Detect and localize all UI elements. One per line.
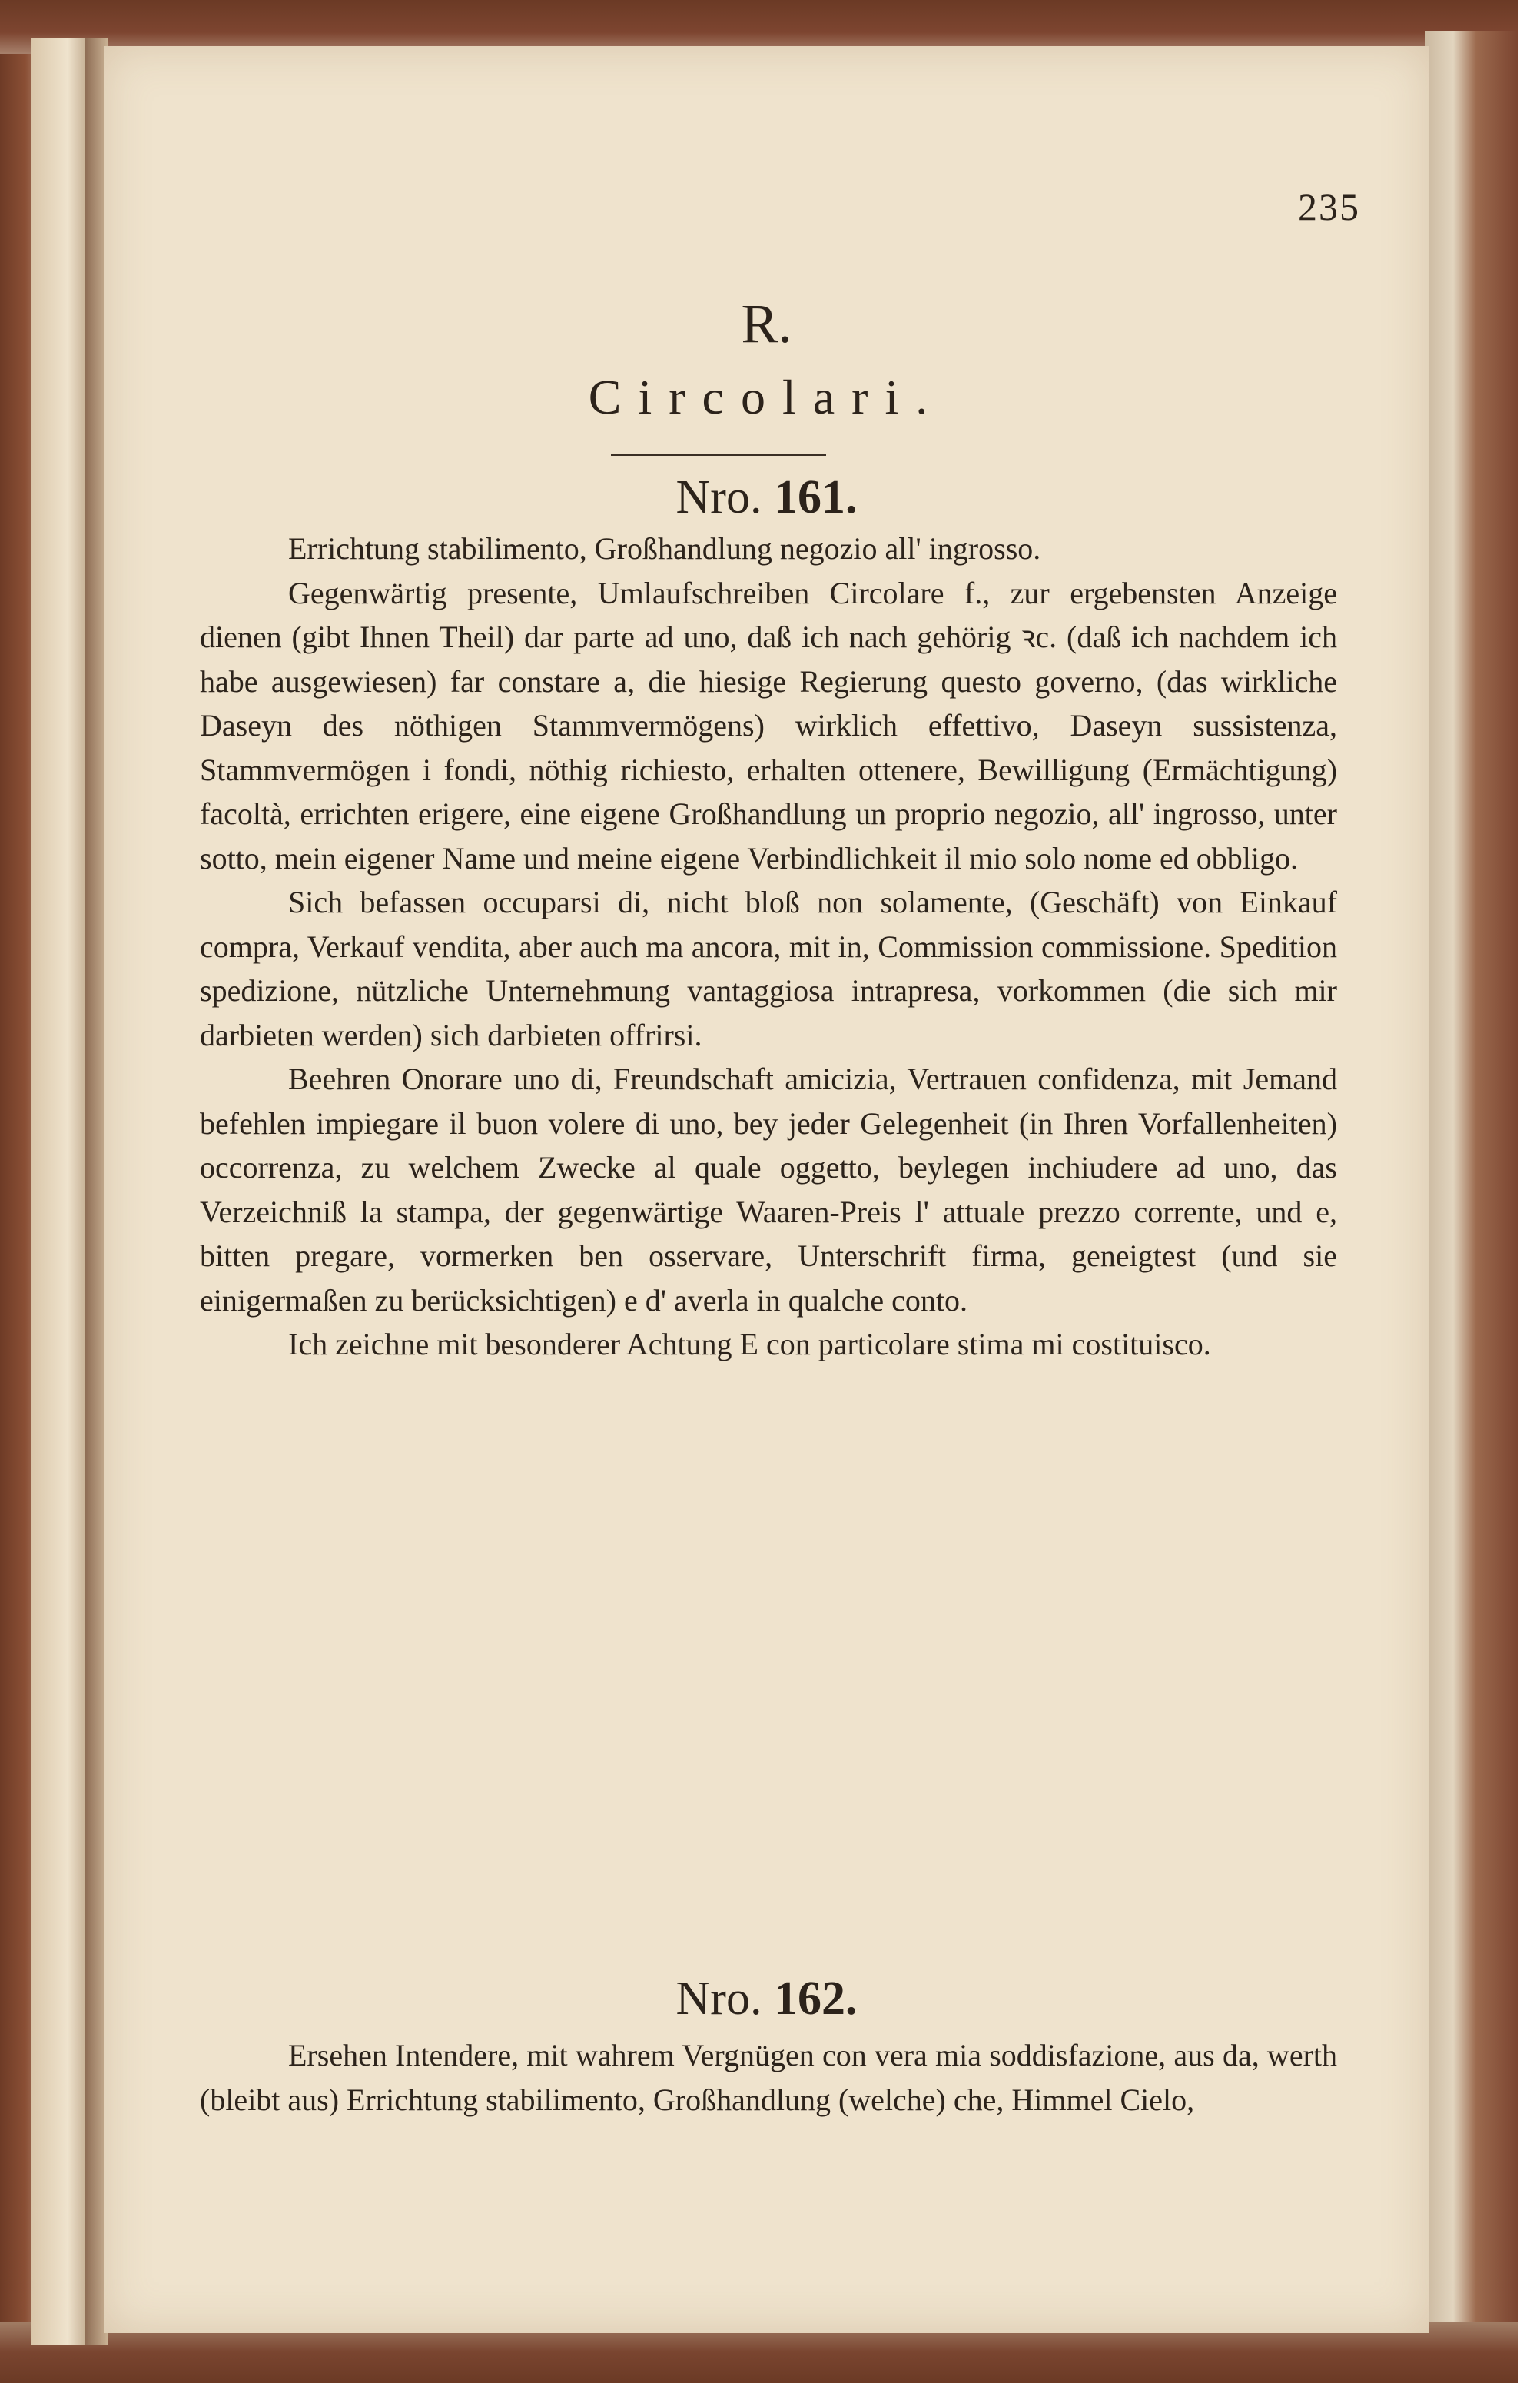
entry-heading-162 [104, 1972, 1429, 2026]
book-cover-right-edge [1425, 31, 1518, 2383]
entry-heading-161 [104, 470, 1429, 525]
entry-162-text [200, 2033, 1337, 2122]
book-page [104, 46, 1429, 2333]
paragraph: Sich befassen occuparsi di, nicht bloß non solamente, (Geschäft) von Einkauf compra, Verkauf vendita, aber auch ma ancora, mit in, Commission commissione. Spedition spedizione, nützliche Unternehmung vantaggiosa intrapresa, vorkommen (die sich mir darbieten werden) sich darbieten offrirsi. [200, 885, 1337, 1052]
section-letter: R. [741, 293, 792, 354]
section-title: Circolari. [588, 370, 945, 424]
heading-number: 161. [773, 471, 858, 523]
paragraph: Gegenwärtig presente, Umlaufschreiben Circolare f., zur ergebensten Anzeige dienen (gibt Ihnen Theil) dar parte ad uno, daß ich nach gehörig ꝛc. (daß ich nachdem ich habe ausgewiesen) far constare a, die hiesige Regierung questo governo, (das wirkliche Daseyn des nöthigen Stammvermögens) wirklich effettivo, Daseyn sussistenza, Stammvermögen i fondi, nöthig richiesto, erhalten ottenere, Bewilligung (Ermächtigung) facoltà, errichten erigere, eine eigene Großhandlung un proprio negozio, all' ingrosso, unter sotto, mein eigener Name und meine eigene Verbindlichkeit il mio solo nome ed obbligo. [200, 575, 1337, 876]
paragraph: Ersehen Intendere, mit wahrem Vergnügen con vera mia soddisfazione, aus da, werth (bleibt aus) Errichtung stabilimento, Großhandlung (welche) che, Himmel Cielo, [200, 2038, 1337, 2117]
entry-161-text [200, 527, 1337, 1367]
heading-prefix: Nro. [675, 471, 762, 523]
heading-prefix: Nro. [675, 1973, 762, 2025]
paragraph: Ich zeichne mit besonderer Achtung E con particolare stima mi costituisco. [288, 1327, 1211, 1361]
title-divider [611, 454, 826, 456]
paragraph: Beehren Onorare uno di, Freundschaft amicizia, Vertrauen confidenza, mit Jemand befehlen impiegare il buon volere di uno, bey jeder Gelegenheit (in Ihren Vorfallenheiten) occorrenza, zu welchem Zwecke al quale oggetto, beylegen inchiudere ad uno, das Verzeichniß la stampa, der gegenwärtige Waaren-Preis l' attuale prezzo corrente, und e, bitten pregare, vormerken ben osservare, Unterschrift firma, geneigtest (und sie einigermaßen zu berücksichtigen) e d' averla in qualche conto. [200, 1062, 1337, 1318]
facing-page-strip [31, 38, 92, 2345]
paragraph: Errichtung stabilimento, Großhandlung negozio all' ingrosso. [288, 531, 1041, 566]
page-number: 235 [1298, 185, 1360, 228]
heading-number: 162. [773, 1973, 858, 2025]
